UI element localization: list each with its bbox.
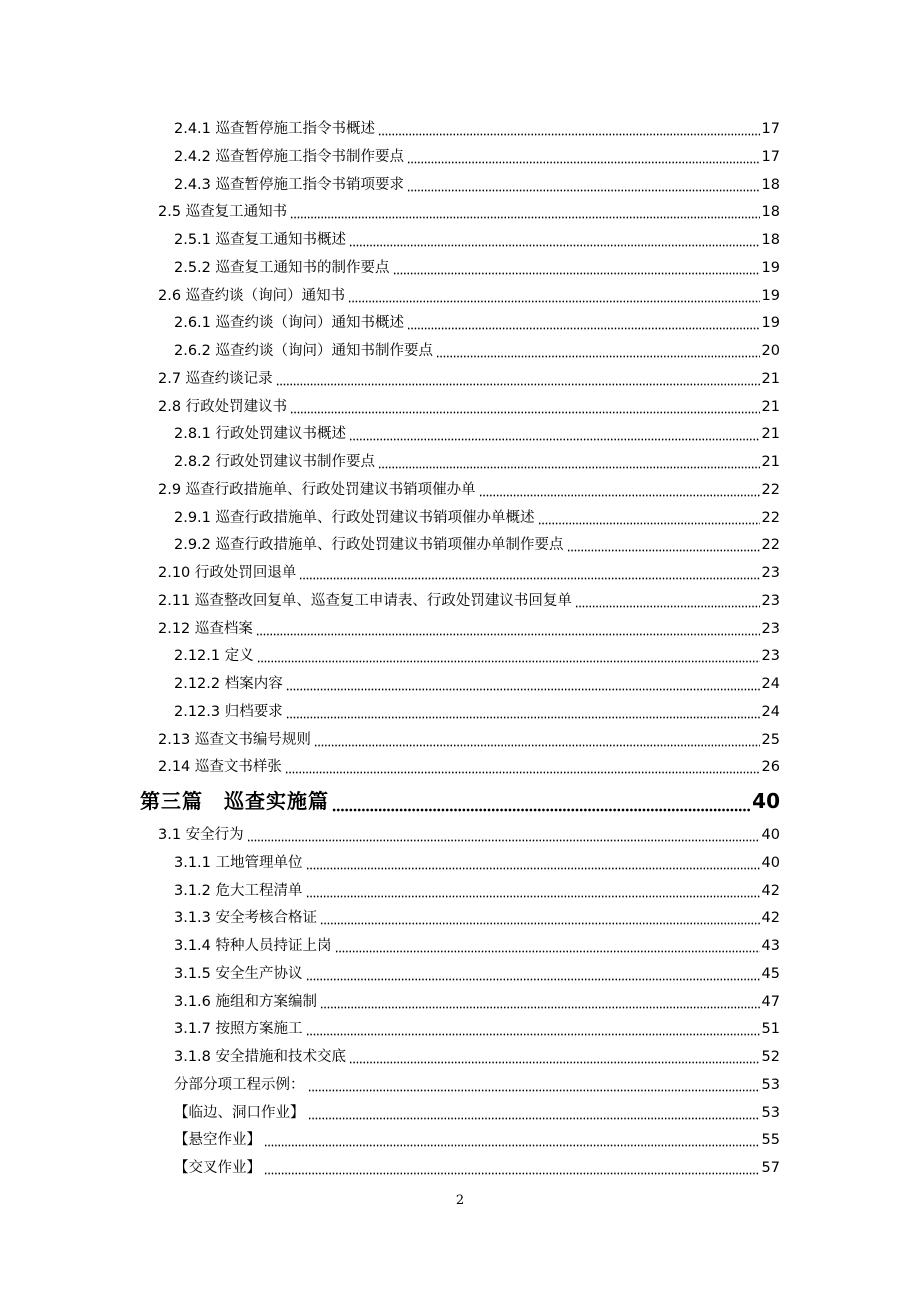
toc-entry[interactable] [174,172,780,194]
toc-entry-label: 【交叉作业】 [174,1160,261,1176]
dot-leader [407,148,760,166]
toc-entry-label: 3.1.1 工地管理单位 [174,854,303,871]
toc-entry-page: 23 [761,592,780,609]
toc-entry[interactable] [158,199,780,221]
dot-leader [285,758,760,776]
toc-entry-label: 3.1.8 安全措施和技术交底 [174,1049,347,1065]
toc-entry[interactable] [174,227,780,249]
dot-leader [332,788,750,814]
toc-entry-page: 26 [761,759,780,776]
toc-entry-label: 2.11 巡查整改回复单、巡查复工申请表、行政处罚建议书回复单 [158,592,572,609]
dot-leader [575,592,760,610]
toc-entry-label: 2.6.1 巡查约谈（询问）通知书概述 [174,315,405,332]
dot-leader [378,453,760,471]
toc-entry-label: 2.9.2 巡查行政措施单、行政处罚建议书销项催办单制作要点 [174,537,564,554]
toc-entry[interactable] [158,477,780,499]
toc-entry-label: 2.4.2 巡查暂停施工指令书制作要点 [174,148,405,165]
toc-entry-label: 2.8.2 行政处罚建议书制作要点 [174,454,376,470]
dot-leader [308,1104,760,1122]
toc-entry[interactable] [174,1127,780,1149]
dot-leader [567,536,760,554]
toc-entry-label: 2.4.3 巡查暂停施工指令书销项要求 [174,176,405,193]
toc-entry-page: 25 [761,731,780,748]
toc-entry[interactable] [158,754,780,776]
toc-entry-label: 2.5.2 巡查复工通知书的制作要点 [174,259,390,276]
toc-entry[interactable] [158,394,780,416]
toc-entry-page: 19 [761,315,780,332]
toc-entry-label: 【临边、洞口作业】 [174,1104,305,1121]
dot-leader [538,509,760,527]
toc-entry-page: 51 [761,1021,780,1038]
toc-entry[interactable] [174,905,780,927]
toc-entry-label: 2.7 巡查约谈记录 [158,370,273,387]
toc-entry-page: 53 [761,1104,780,1121]
toc-entry[interactable] [174,144,780,166]
toc-entry-page: 42 [761,882,780,899]
dot-leader [264,1131,760,1149]
toc-entry-page: 19 [761,287,780,304]
toc-entry-page: 18 [761,232,780,248]
toc-entry[interactable] [158,283,780,305]
toc-entry-label: 2.12 巡查档案 [158,620,253,637]
dot-leader [306,854,760,872]
toc-entry[interactable] [158,588,780,610]
toc-entry-label: 2.5 巡查复工通知书 [158,204,288,221]
toc-entry-page: 22 [761,481,780,498]
toc-entry-page: 23 [761,620,780,637]
toc-entry-label: 3.1.2 危大工程清单 [174,882,303,899]
toc-entry-page: 21 [761,454,780,470]
dot-leader [290,398,759,416]
dot-leader [349,231,760,249]
toc-entry-page: 52 [761,1049,780,1065]
toc-entry-page: 19 [761,259,780,276]
toc-entry-label: 2.10 行政处罚回退单 [158,565,297,581]
toc-entry-label: 3.1.6 施组和方案编制 [174,993,318,1010]
toc-entry[interactable] [158,822,780,844]
toc-entry[interactable] [174,532,780,554]
dot-leader [286,703,760,721]
toc-entry-page: 20 [761,343,780,359]
dot-leader [378,120,760,138]
toc-entry-page: 21 [761,426,780,443]
toc-entry[interactable] [174,1100,780,1122]
dot-leader [320,993,760,1011]
toc-part-heading[interactable] [140,784,780,814]
dot-leader [286,675,760,693]
toc-entry-page: 47 [761,993,780,1010]
toc-entry-page: 17 [761,148,780,165]
dot-leader [393,259,760,277]
dot-leader [299,564,759,582]
dot-leader [335,937,760,955]
toc-entry-page: 23 [761,648,780,665]
toc-entry-page: 24 [761,703,780,720]
dot-leader [290,203,759,221]
toc-entry-label: 2.14 巡查文书样张 [158,759,282,776]
toc-entry-page: 40 [761,854,780,871]
toc-entry-page: 40 [752,789,780,813]
toc-entry[interactable] [174,1072,780,1094]
toc-entry-page: 21 [761,370,780,387]
toc-entry-label: 2.5.1 巡查复工通知书概述 [174,232,347,248]
toc-entry[interactable] [174,933,780,955]
toc-entry[interactable] [174,1044,780,1066]
dot-leader [264,1159,760,1177]
toc-entry-label: 2.8 行政处罚建议书 [158,398,288,415]
toc-entry[interactable] [174,961,780,983]
dot-leader [348,287,759,305]
toc-entry-label: 2.8.1 行政处罚建议书概述 [174,426,347,443]
toc-entry-page: 57 [761,1160,780,1176]
toc-entry[interactable] [174,989,780,1011]
toc-entry-label: 2.6.2 巡查约谈（询问）通知书制作要点 [174,343,434,359]
page-number: 2 [455,1193,465,1208]
toc-entry-label: 2.6 巡查约谈（询问）通知书 [158,287,346,304]
toc-entry[interactable] [174,643,780,665]
toc-entry[interactable] [158,727,780,749]
toc-entry-label: 3.1.3 安全考核合格证 [174,910,318,927]
toc-entry-page: 53 [761,1076,780,1093]
toc-entry[interactable] [174,505,780,527]
toc-entry-label: 2.12.3 归档要求 [174,703,283,720]
toc-entry-label: 【悬空作业】 [174,1132,261,1149]
dot-leader [276,370,760,388]
toc-entry-label: 2.13 巡查文书编号规则 [158,731,311,748]
toc-entry-page: 18 [761,176,780,193]
toc-entry-label: 2.12.1 定义 [174,648,254,665]
toc-entry[interactable] [174,338,780,360]
toc-entry-page: 22 [761,537,780,554]
toc-entry[interactable] [174,1155,780,1177]
toc-entry-label: 分部分项工程示例： [174,1076,305,1093]
toc-entry-page: 24 [761,676,780,692]
dot-leader [436,342,760,360]
dot-leader [256,620,760,638]
toc-entry[interactable] [174,255,780,277]
dot-leader [247,826,760,844]
toc-entry-label: 3.1.5 安全生产协议 [174,965,303,982]
toc-entry-page: 21 [761,398,780,415]
toc-entry[interactable] [174,850,780,872]
toc-entry[interactable] [158,616,780,638]
toc-entry[interactable] [174,449,780,471]
toc-entry-page: 55 [761,1132,780,1149]
toc-entry-page: 22 [761,509,780,526]
toc-entry-label: 2.9 巡查行政措施单、行政处罚建议书销项催办单 [158,481,476,498]
toc-entry-label: 2.12.2 档案内容 [174,676,283,692]
toc-entry-page: 40 [761,827,780,843]
toc-entry-page: 18 [761,204,780,221]
dot-leader [320,909,760,927]
toc-entry[interactable] [174,421,780,443]
toc-entry-label: 2.9.1 巡查行政措施单、行政处罚建议书销项催办单概述 [174,509,535,526]
toc-entry[interactable] [174,1016,780,1038]
dot-leader [306,1020,760,1038]
toc-entry-label: 3.1.4 特种人员持证上岗 [174,938,332,954]
dot-leader [306,882,760,900]
dot-leader [314,731,760,749]
dot-leader [407,176,760,194]
toc-entry-label: 第三篇 巡查实施篇 [140,789,329,813]
toc-entry[interactable] [174,671,780,693]
toc-entry[interactable] [158,560,780,582]
dot-leader [308,1076,760,1094]
toc-entry-label: 2.4.1 巡查暂停施工指令书概述 [174,121,376,137]
toc-entry-page: 17 [761,121,780,137]
toc-entry-page: 43 [761,938,780,954]
dot-leader [349,1048,760,1066]
dot-leader [349,425,760,443]
dot-leader [306,965,760,983]
toc-entry[interactable] [174,116,780,138]
dot-leader [407,314,760,332]
toc-entry[interactable] [174,878,780,900]
toc-entry-page: 23 [761,565,780,581]
dot-leader [257,647,760,665]
toc-entry[interactable] [174,699,780,721]
toc-entry-label: 3.1.7 按照方案施工 [174,1021,303,1038]
dot-leader [479,481,760,499]
toc-entry[interactable] [158,366,780,388]
toc-entry-page: 42 [761,910,780,927]
toc-entry-page: 45 [761,965,780,982]
toc-entry-label: 3.1 安全行为 [158,827,244,843]
toc-entry[interactable] [174,310,780,332]
